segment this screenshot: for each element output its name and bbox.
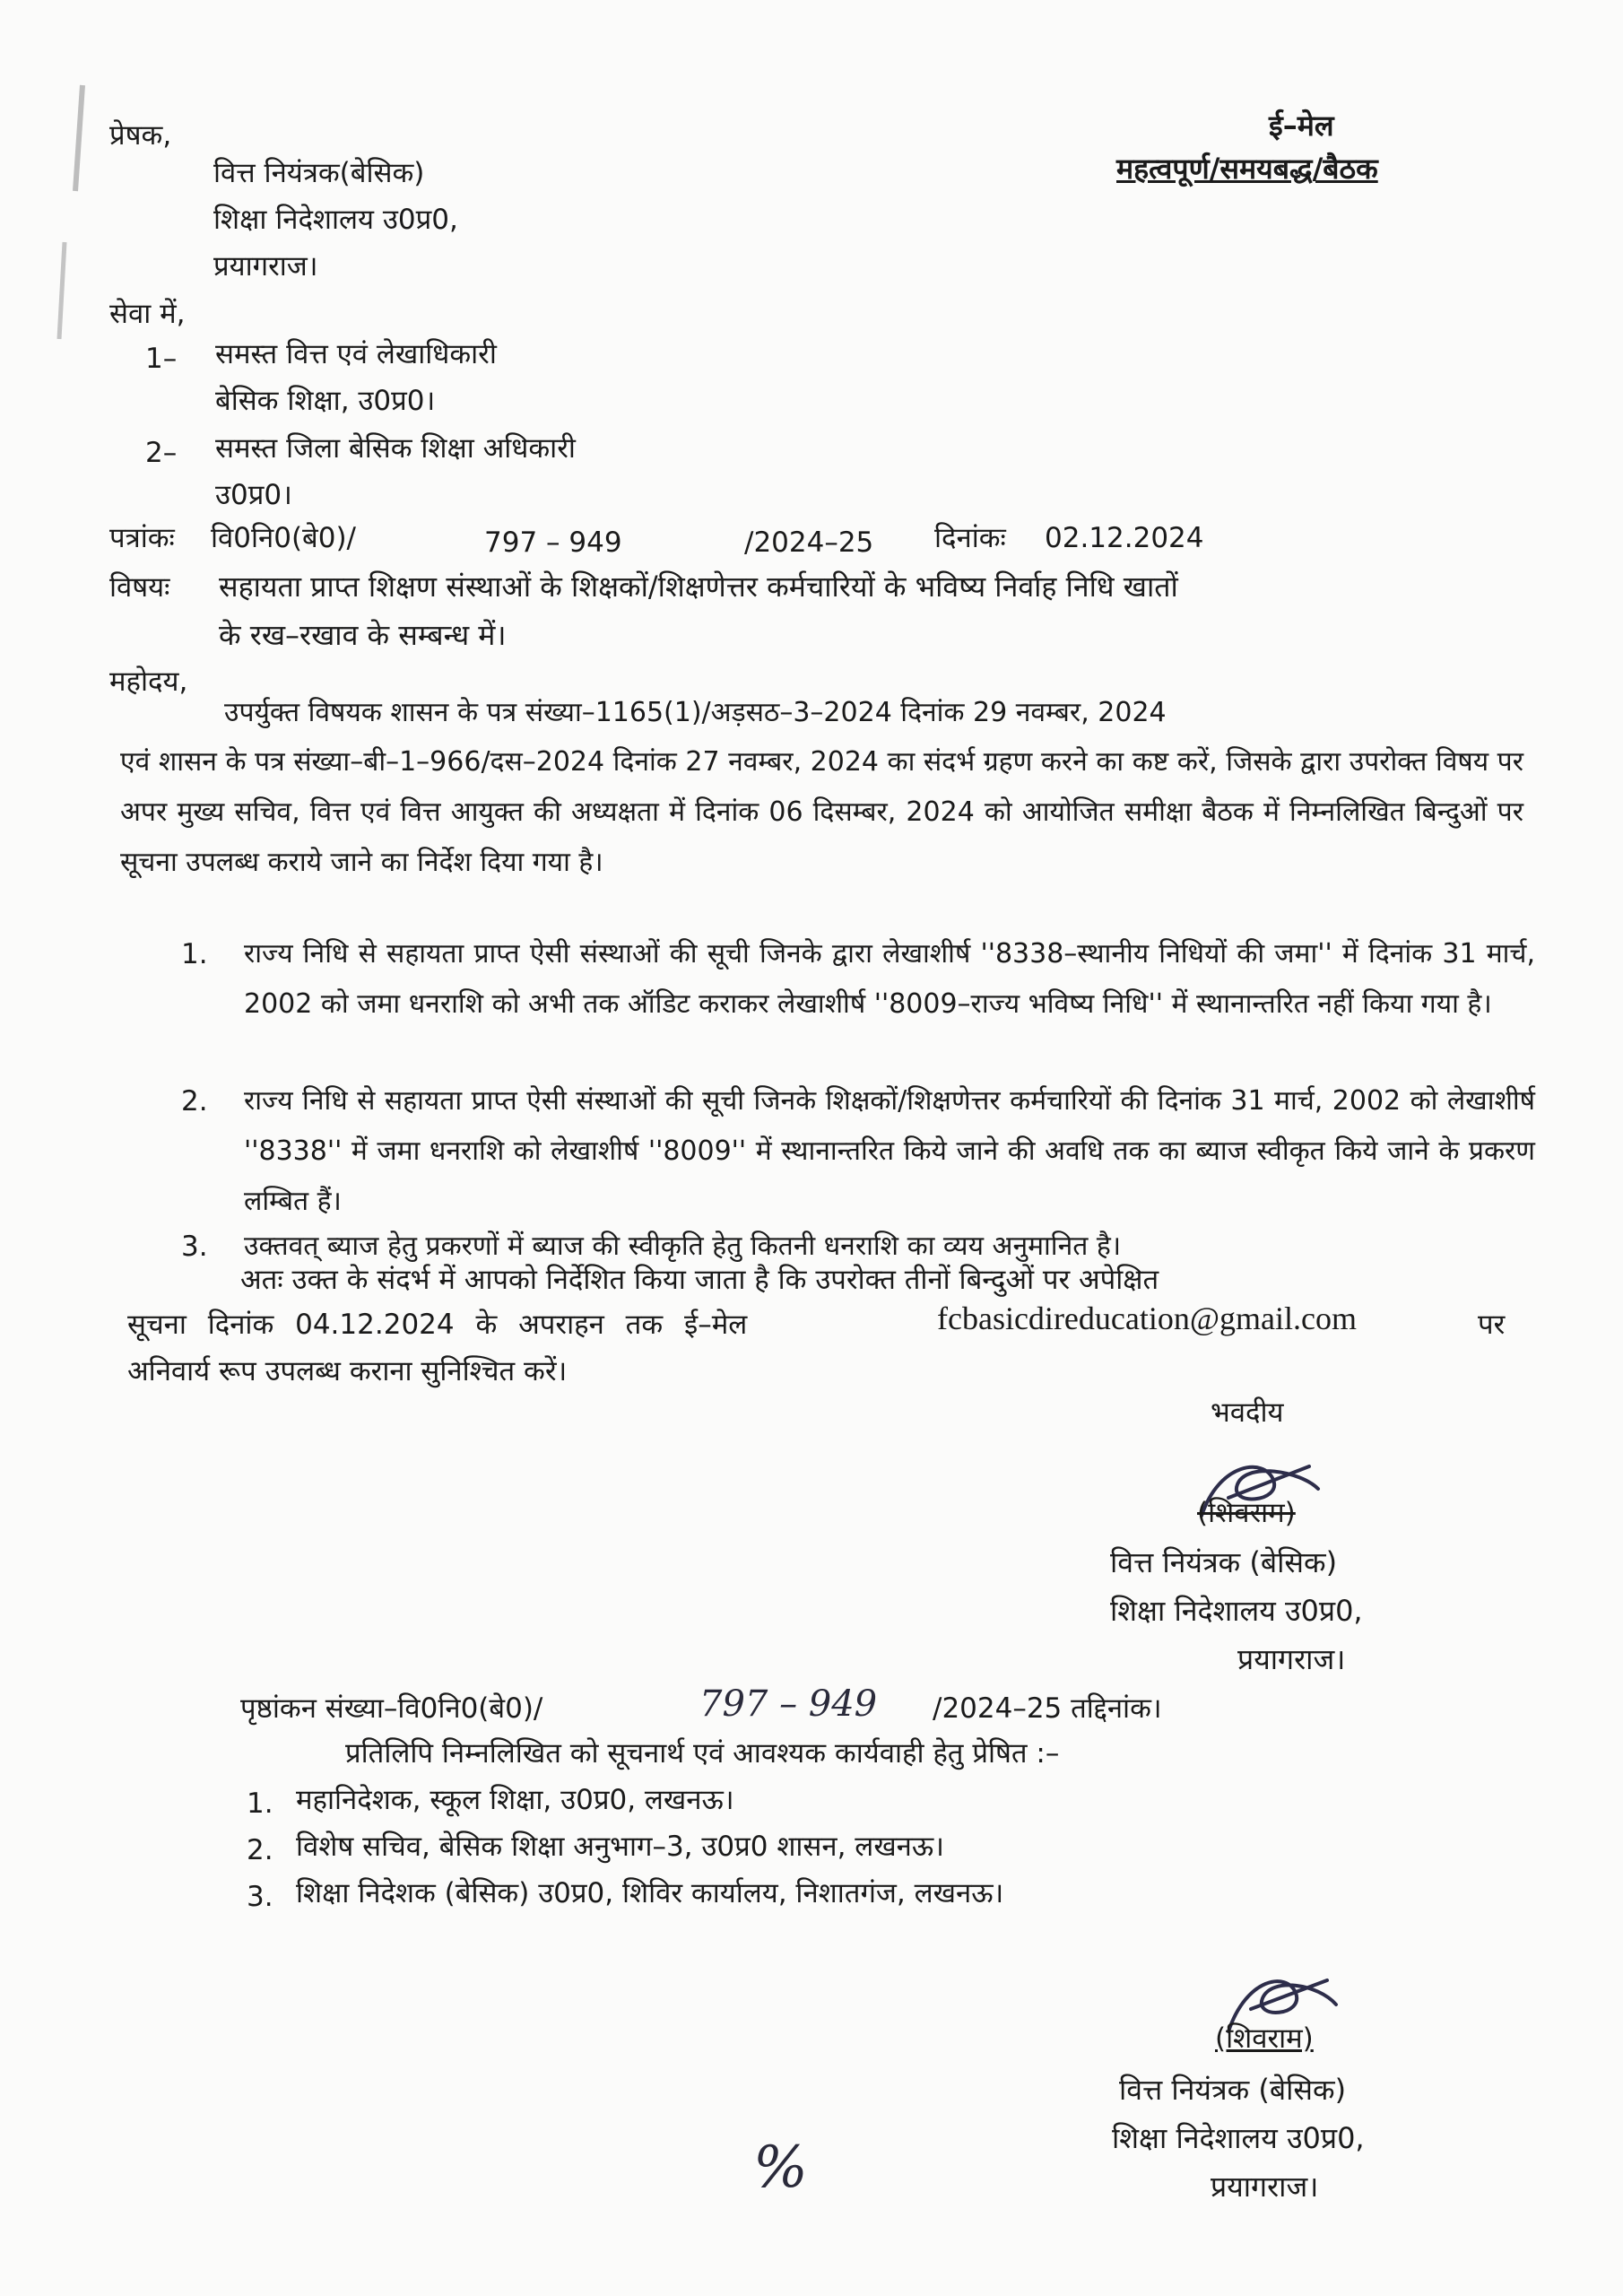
signatory-name: (शिवराम) xyxy=(1215,2022,1314,2055)
recipient-num: 1– xyxy=(145,343,178,375)
copy-num: 3. xyxy=(247,1881,273,1913)
punch-mark-bottom xyxy=(56,242,68,341)
signatory-line: शिक्षा निदेशालय उ0प्र0, xyxy=(1112,2121,1365,2155)
closing-first-line: अतः उक्त के संदर्भ में आपको निर्देशित किया जाता है कि उपरोक्त तीनों बिन्दुओं पर अपेक्षित xyxy=(240,1264,1159,1296)
yours-faithfully: भवदीय xyxy=(1211,1396,1284,1429)
sender-line: प्रयागराज। xyxy=(213,250,318,283)
point-text: उक्तवत् ब्याज हेतु प्रकरणों में ब्याज की स्वीकृति हेतु कितनी धनराशि का व्यय अनुमानित है। xyxy=(244,1231,1122,1262)
reference-date: 02.12.2024 xyxy=(1045,522,1204,554)
copy-line: प्रतिलिपि निम्नलिखित को सूचनार्थ एवं आवश्यक कार्यवाही हेतु प्रेषित :– xyxy=(345,1737,1060,1770)
sender-label: प्रेषक, xyxy=(109,119,172,152)
reference-number: 797 – 949 xyxy=(484,526,622,559)
recipient-line: समस्त जिला बेसिक शिक्षा अधिकारी xyxy=(215,432,576,465)
closing-line2-b: पर xyxy=(1478,1309,1506,1341)
endorsement-number: 797 – 949 xyxy=(699,1683,878,1725)
subject-line: सहायता प्राप्त शिक्षण संस्थाओं के शिक्षकों/शिक्षणेत्तर कर्मचारियों के भविष्य निर्वाह निधि खातों xyxy=(219,570,1178,604)
subject-line: के रख–रखाव के सम्बन्ध में। xyxy=(219,618,507,652)
point-text: राज्य निधि से सहायता प्राप्त ऐसी संस्थाओं की सूची जिनके शिक्षकों/शिक्षणेत्तर कर्मचारियों की दिनांक 31 मार्च, 2002 को लेखाशीर्ष ''8338'' में जमा धनराशि को लेखाशीर्ष ''8009'' में स्थानान्तरित किये जाने की अवधि तक का ब्याज स्वीकृत किये जाने के प्रकरण लम्बित हैं। xyxy=(244,1085,1535,1217)
endorsement-year-date: /2024–25 तद्दिनांक। xyxy=(933,1692,1162,1725)
sender-line: वित्त नियंत्रक(बेसिक) xyxy=(213,157,425,189)
reference-label: पत्रांकः xyxy=(109,522,175,554)
point-number: 1. xyxy=(181,938,208,970)
closing-line3: अनिवार्य रूप उपलब्ध कराना सुनिश्चित करें। xyxy=(127,1355,568,1387)
closing-line2-a: सूचना दिनांक 04.12.2024 के अपराहन तक ई–मेल xyxy=(127,1309,748,1341)
salutation: महोदय, xyxy=(109,665,188,698)
page-mark: % xyxy=(753,2135,808,2201)
point-text: राज्य निधि से सहायता प्राप्त ऐसी संस्थाओं की सूची जिनके द्वारा लेखाशीर्ष ''8338–स्थानीय निधियों की जमा'' में दिनांक 31 मार्च, 2002 को जमा धनराशि को अभी तक ऑडिट कराकर लेखाशीर्ष ''8009–राज्य भविष्य निधि'' में स्थानान्तरित नहीं किया गया है। xyxy=(244,938,1535,1020)
recipient-line: बेसिक शिक्षा, उ0प्र0। xyxy=(215,385,436,417)
reference-date-label: दिनांकः xyxy=(934,522,1006,554)
recipient-line: उ0प्र0। xyxy=(215,479,292,511)
recipient-line: समस्त वित्त एवं लेखाधिकारी xyxy=(215,338,497,370)
signatory-line: वित्त नियंत्रक (बेसिक) xyxy=(1110,1545,1338,1579)
copy-num: 2. xyxy=(247,1834,273,1866)
copy-num: 1. xyxy=(247,1787,273,1820)
recipients-label: सेवा में, xyxy=(109,298,186,330)
point-number: 3. xyxy=(181,1231,208,1263)
contact-email[interactable]: fcbasicdireducation@gmail.com xyxy=(937,1300,1357,1336)
copy-item: विशेष सचिव, बेसिक शिक्षा अनुभाग–3, उ0प्र0 शासन, लखनऊ। xyxy=(296,1831,944,1863)
signatory-name: (शिवराम) xyxy=(1197,1497,1296,1529)
copy-item: महानिदेशक, स्कूल शिक्षा, उ0प्र0, लखनऊ। xyxy=(296,1784,734,1816)
intro-paragraph: एवं शासन के पत्र संख्या–बी–1–966/दस–2024 दिनांक 27 नवम्बर, 2024 का संदर्भ ग्रहण करने का कष्ट करें, जिसके द्वारा उपरोक्त विषय पर अपर मुख्य सचिव, वित्त एवं वित्त आयुक्त की अध्यक्षता में दिनांक 06 दिसम्बर, 2024 को आयोजित समीक्षा बैठक में निम्नलिखित बिन्दुओं पर सूचना उपलब्ध कराये जाने का निर्देश दिया गया है। xyxy=(120,746,1523,878)
signatory-line: प्रयागराज। xyxy=(1211,2170,1319,2204)
punch-mark-top xyxy=(70,85,88,193)
signatory-line: शिक्षा निदेशालय उ0प्र0, xyxy=(1110,1594,1363,1628)
point-number: 2. xyxy=(181,1085,208,1118)
mode-label: ई–मेल xyxy=(1269,109,1334,143)
recipient-num: 2– xyxy=(145,437,178,469)
sender-line: शिक्षा निदेशालय उ0प्र0, xyxy=(213,204,458,236)
priority-label: महत्वपूर्ण/समयबद्ध/बैठक xyxy=(1116,152,1378,186)
reference-year: /2024–25 xyxy=(744,526,874,559)
signatory-line: प्रयागराज। xyxy=(1237,1642,1346,1676)
reference-prefix: वि0नि0(बे0)/ xyxy=(211,522,357,554)
endorsement-label: पृष्ठांकन संख्या–वि0नि0(बे0)/ xyxy=(240,1692,543,1725)
signatory-line: वित्त नियंत्रक (बेसिक) xyxy=(1119,2073,1347,2107)
copy-item: शिक्षा निदेशक (बेसिक) उ0प्र0, शिविर कार्यालय, निशातगंज, लखनऊ। xyxy=(296,1877,1004,1909)
intro-first-line: उपर्युक्त विषयक शासन के पत्र संख्या–1165(1)/अड़सठ–3–2024 दिनांक 29 नवम्बर, 2024 xyxy=(224,697,1167,728)
subject-label: विषयः xyxy=(109,571,170,604)
